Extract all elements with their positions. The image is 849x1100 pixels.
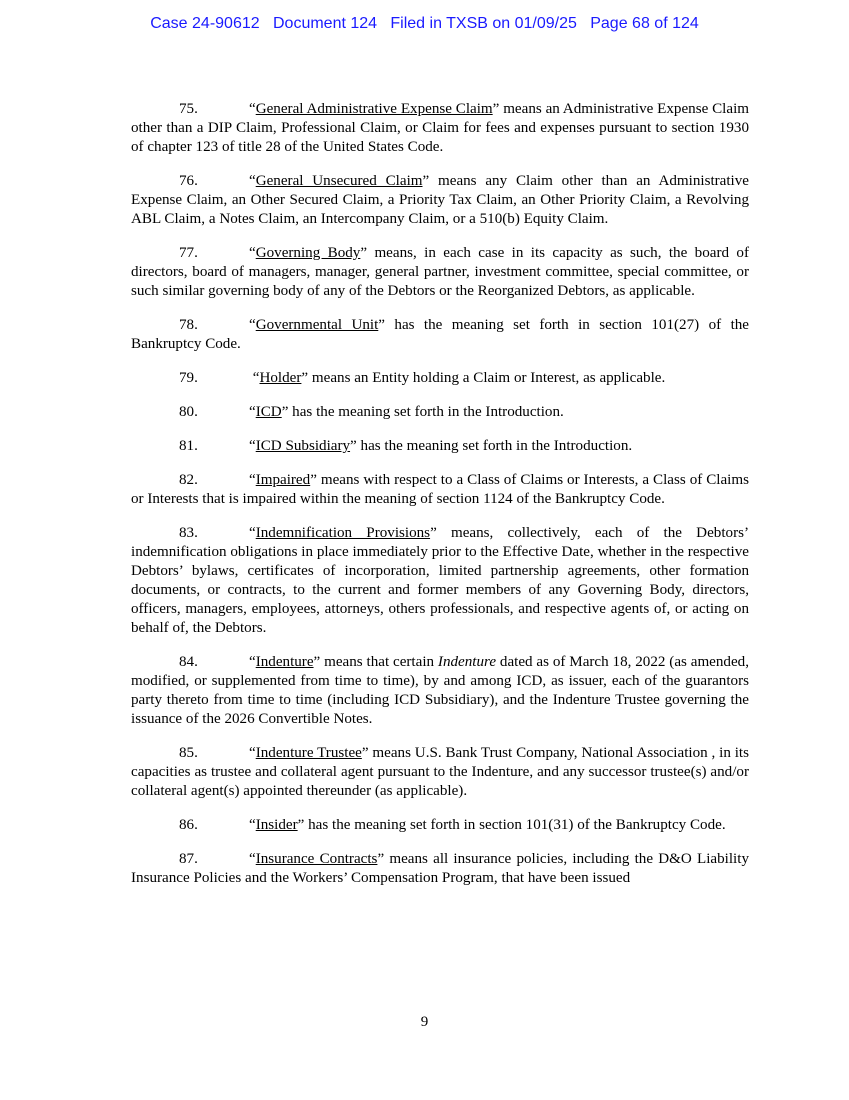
defined-term: General Unsecured Claim	[255, 173, 423, 189]
header-case: Case 24-90612	[150, 15, 260, 32]
italic-title: Indenture	[437, 654, 497, 670]
paragraph-number: 85.	[179, 745, 198, 761]
document-body	[131, 100, 749, 903]
header-document: Document 124	[272, 15, 378, 32]
paragraph-81: 81. “ICD Subsidiary” has the meaning set forth in the Introduction.	[179, 438, 633, 454]
paragraph-number: 75.	[179, 101, 198, 117]
paragraph-80: 80. “ICD” has the meaning set forth in the Introduction.	[179, 404, 564, 420]
defined-term: General Administrative Expense Claim	[255, 101, 493, 117]
paragraph-number: 76.	[179, 173, 198, 189]
defined-term: Governmental Unit	[255, 317, 379, 333]
definition-text: means that certain	[320, 654, 438, 670]
defined-term: Insider	[255, 817, 298, 833]
definition-text: means with respect to a Class of Claims or Interests, a Class of Claims or Interests that is impaired within the meaning of section 1124 of the Bankruptcy Code.	[131, 472, 749, 507]
definition-text: has the meaning set forth in section 101(31) of the Bankruptcy Code.	[304, 817, 726, 833]
defined-term: Insurance Contracts	[255, 851, 378, 867]
defined-term: Indemnification Provisions	[255, 525, 431, 541]
defined-term: Indenture Trustee	[255, 745, 362, 761]
header-page: Page 68 of 124	[590, 15, 699, 32]
defined-term: Governing Body	[255, 245, 361, 261]
defined-term: Indenture	[255, 654, 314, 670]
definition-text-continued: dated as of March 18, 2022 (as amended, modified, or supplemented from time to time), by and among ICD, as issuer, each of the guarantors party thereto from time to time (including ICD Subsidiary), and the Indenture Trustee governing the issuance of the 2026 Convertible Notes.	[131, 654, 749, 727]
filing-header	[0, 15, 849, 33]
defined-term: ICD	[255, 404, 282, 420]
paragraph-86: 86. “Insider” has the meaning set forth in section 101(31) of the Bankruptcy Code.	[179, 817, 726, 833]
definition-text: means, in each case in its capacity as such, the board of directors, board of managers, manager, general partner, investment committee, special committee, or such similar governing body of any of the Debtors or the Reorganized Debtors, as applicable.	[131, 245, 749, 299]
header-filed: Filed in TXSB on 01/09/25	[390, 15, 577, 32]
paragraph-number: 81.	[179, 438, 198, 454]
paragraph-number: 86.	[179, 817, 198, 833]
paragraph-84: 84. “Indenture” means that certain Indenture dated as of March 18, 2022 (as amended, modified, or supplemented from time to time), by and among ICD, as issuer, each of the guarantors party thereto from time to time (including ICD Subsidiary), and the Indenture Trustee governing the issuance of the 2026 Convertible Notes.	[131, 654, 749, 727]
paragraph-85: 85. “Indenture Trustee” means U.S. Bank Trust Company, National Association , in its capacities as trustee and collateral agent pursuant to the Indenture, and any successor trustee(s) and/or collateral agent(s) appointed thereunder (as applicable).	[131, 745, 749, 799]
paragraph-number: 78.	[179, 317, 198, 333]
paragraph-number: 87.	[179, 851, 198, 867]
paragraph-79: 79. “Holder” means an Entity holding a Claim or Interest, as applicable.	[179, 370, 666, 386]
paragraph-77: 77. “Governing Body” means, in each case in its capacity as such, the board of directors, board of managers, manager, general partner, investment committee, special committee, or such similar governing body of any of the Debtors or the Reorganized Debtors, as applicable.	[131, 245, 749, 299]
paragraph-number: 80.	[179, 404, 198, 420]
definition-text: has the meaning set forth in the Introduction.	[288, 404, 564, 420]
paragraph-number: 83.	[179, 525, 198, 541]
definition-text: has the meaning set forth in the Introduction.	[356, 438, 633, 454]
paragraph-number: 84.	[179, 654, 198, 670]
paragraph-76: 76. “General Unsecured Claim” means any Claim other than an Administrative Expense Claim, an Other Secured Claim, a Priority Tax Claim, an Other Priority Claim, a Revolving ABL Claim, a Notes Claim, an Intercompany Claim, or a 510(b) Equity Claim.	[131, 173, 749, 227]
definition-text: means all insurance policies, including the D&O Liability Insurance Policies and the Workers’ Compensation Program, that have been issued	[131, 851, 749, 886]
definition-text: means an Entity holding a Claim or Interest, as applicable.	[308, 370, 666, 386]
paragraph-78: 78. “Governmental Unit” has the meaning set forth in section 101(27) of the Bankruptcy Code.	[131, 317, 750, 352]
defined-term: Holder	[259, 370, 302, 386]
defined-term: Impaired	[255, 472, 311, 488]
paragraph-82: 82. “Impaired” means with respect to a Class of Claims or Interests, a Class of Claims or Interests that is impaired within the meaning of section 1124 of the Bankruptcy Code.	[131, 472, 749, 507]
paragraph-83: 83. “Indemnification Provisions” means, collectively, each of the Debtors’ indemnification obligations in place immediately prior to the Effective Date, whether in the respective Debtors’ bylaws, certificates of incorporation, limited partnership agreements, other formation documents, or contracts, to the current and former members of any Governing Body, directors, officers, managers, employees, attorneys, others professionals, and respective agents of, or acting on behalf of, the Debtors.	[131, 525, 749, 636]
paragraph-number: 82.	[179, 472, 198, 488]
definition-text: means an Administrative Expense Claim other than a DIP Claim, Professional Claim, or Claim for fees and expenses pursuant to section 1930 of chapter 123 of title 28 of the United States Code.	[131, 101, 750, 155]
paragraph-87: 87. “Insurance Contracts” means all insurance policies, including the D&O Liability Insurance Policies and the Workers’ Compensation Program, that have been issued	[131, 851, 749, 886]
definition-text: has the meaning set forth in section 101(27) of the Bankruptcy Code.	[131, 317, 750, 352]
definition-text: means, collectively, each of the Debtors’ indemnification obligations in place immediately prior to the Effective Date, whether in the respective Debtors’ bylaws, certificates of incorporation, limited partnership agreements, other formation documents, or contracts, to the current and former members of any Governing Body, directors, officers, managers, employees, attorneys, others professionals, and respective agents of, or acting on behalf of, the Debtors.	[131, 525, 749, 636]
definition-text: means U.S. Bank Trust Company, National Association , in its capacities as trustee and collateral agent pursuant to the Indenture, and any successor trustee(s) and/or collateral agent(s) appointed thereunder (as applicable).	[131, 745, 749, 799]
definition-text: means any Claim other than an Administrative Expense Claim, an Other Secured Claim, a Priority Tax Claim, an Other Priority Claim, a Revolving ABL Claim, a Notes Claim, an Intercompany Claim, or a 510(b) Equity Claim.	[131, 173, 749, 227]
page-number: 9	[420, 1014, 429, 1030]
paragraph-number: 77.	[179, 245, 198, 261]
defined-term: ICD Subsidiary	[255, 438, 351, 454]
paragraph-75: 75. “General Administrative Expense Claim” means an Administrative Expense Claim other than a DIP Claim, Professional Claim, or Claim for fees and expenses pursuant to section 1930 of chapter 123 of title 28 of the United States Code.	[131, 101, 750, 155]
paragraph-number: 79.	[179, 370, 198, 386]
